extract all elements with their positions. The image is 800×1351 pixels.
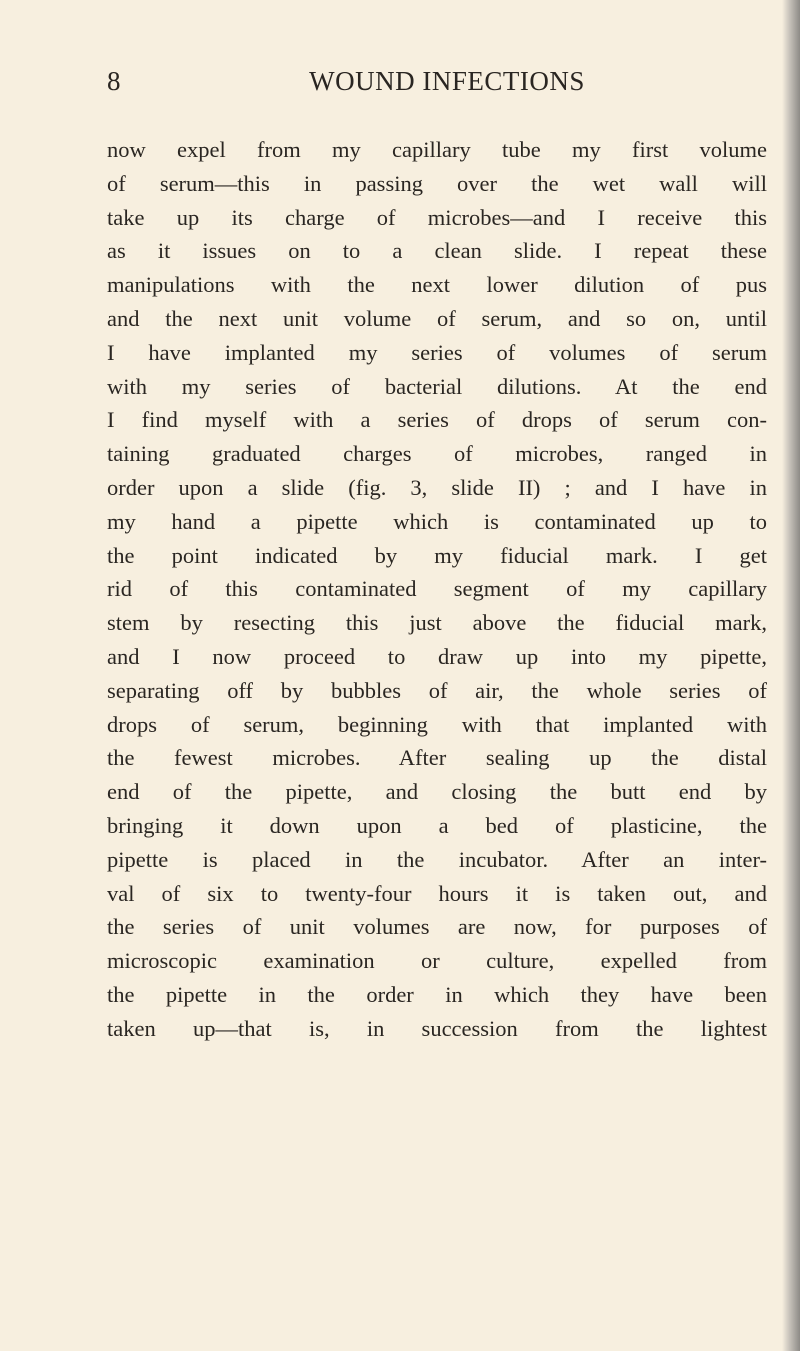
text-line: end of the pipette, and closing the butt end by — [107, 779, 767, 805]
text-line: and the next unit volume of serum, and so on, until — [107, 305, 767, 331]
text-line: separating off by bubbles of air, the whole series of — [107, 677, 767, 703]
text-line: pipette is placed in the incubator. After an inter- — [107, 846, 767, 872]
text-line: microscopic examination or culture, expelled from — [107, 948, 767, 974]
text-line: the series of unit volumes are now, for purposes of — [107, 914, 767, 940]
text-line: rid of this contaminated segment of my capillary — [107, 576, 767, 602]
text-line: taken up—that is, in succession from the lightest — [107, 1015, 767, 1041]
text-line: now expel from my capillary tube my first volume — [107, 137, 767, 162]
running-title: WOUND INFECTIONS — [309, 66, 585, 96]
text-line: and I now proceed to draw up into my pipette, — [107, 643, 767, 669]
text-line: taining graduated charges of microbes, ranged in — [107, 441, 767, 467]
text-line: bringing it down upon a bed of plasticine, the — [107, 812, 767, 838]
text-line: I find myself with a series of drops of serum con- — [107, 407, 767, 433]
body-text — [107, 133, 767, 1046]
text-line: drops of serum, beginning with that implanted with — [107, 711, 767, 737]
text-line: the fewest microbes. After sealing up the distal — [107, 745, 767, 771]
text-line: manipulations with the next lower dilution of pus — [107, 272, 767, 298]
text-line: order upon a slide (fig. 3, slide II) ; and I have in — [107, 474, 767, 500]
page-number: 8 — [107, 66, 121, 96]
text-line: of serum—this in passing over the wet wall will — [107, 170, 767, 196]
text-line: stem by resecting this just above the fiducial mark, — [107, 610, 767, 636]
text-line: the point indicated by my fiducial mark. I get — [107, 542, 767, 568]
page-edge-shadow — [782, 0, 800, 1351]
text-line: as it issues on to a clean slide. I repeat these — [107, 238, 767, 264]
text-line: take up its charge of microbes—and I receive this — [107, 204, 767, 230]
text-line: I have implanted my series of volumes of serum — [107, 339, 767, 365]
text-line: the pipette in the order in which they have been — [107, 981, 767, 1007]
text-line: with my series of bacterial dilutions. At the end — [107, 373, 767, 399]
text-line: val of six to twenty-four hours it is taken out, and — [107, 880, 767, 906]
text-line: my hand a pipette which is contaminated up to — [107, 508, 767, 534]
page-header — [107, 66, 767, 106]
